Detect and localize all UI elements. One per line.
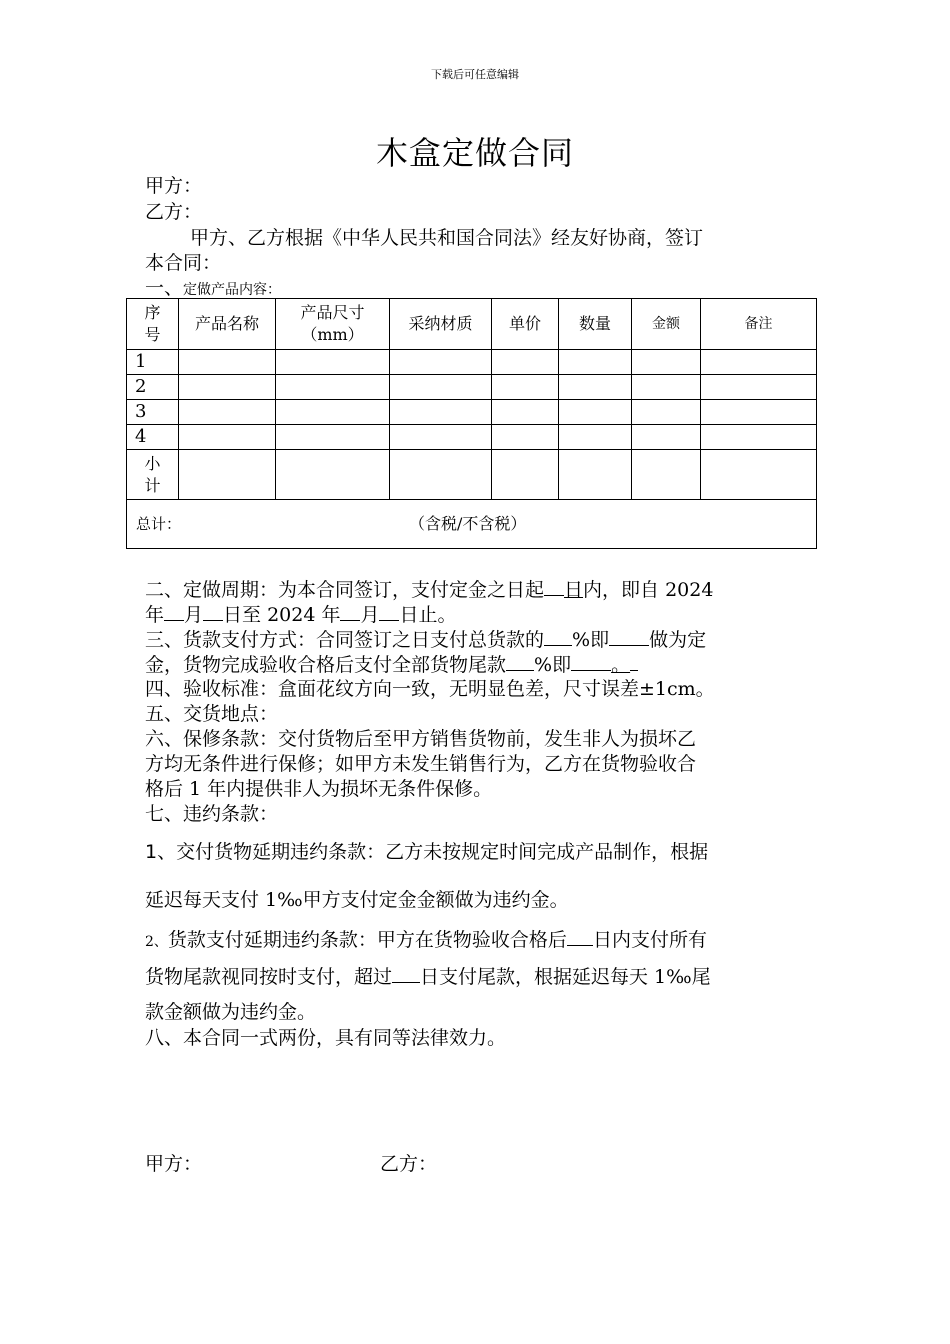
table-cell[interactable] bbox=[390, 450, 492, 500]
tax-note: （含税/不含税） bbox=[409, 514, 527, 533]
row-index: 1 bbox=[127, 350, 179, 375]
clause-7-1-line-2: 延迟每天支付 1‰甲方支付定金金额做为违约金。 bbox=[145, 889, 569, 911]
clause-2-line-1: 二、定做周期：为本合同签订，支付定金之日起 日内，即自 2024 bbox=[145, 579, 714, 601]
blank-day-2[interactable] bbox=[379, 602, 399, 621]
table-cell[interactable] bbox=[179, 350, 276, 375]
row-index: 3 bbox=[127, 400, 179, 425]
clause-3-line-2: 金，货物完成验收合格后支付全部货物尾款 %即 。 bbox=[145, 652, 638, 678]
total-cell bbox=[127, 500, 817, 549]
party-a-label: 甲方： bbox=[145, 175, 203, 197]
blank-payment-days[interactable] bbox=[567, 927, 593, 946]
table-cell[interactable] bbox=[701, 350, 817, 375]
table-cell[interactable] bbox=[276, 450, 390, 500]
header-unit-price: 单价 bbox=[492, 299, 559, 350]
table-cell[interactable] bbox=[276, 400, 390, 425]
table-cell[interactable] bbox=[559, 400, 632, 425]
clause-7-heading: 七、违约条款： bbox=[145, 803, 279, 825]
section-1-text: 定做产品内容： bbox=[183, 282, 282, 298]
product-table bbox=[126, 298, 817, 549]
table-cell[interactable] bbox=[701, 450, 817, 500]
table-cell[interactable] bbox=[390, 375, 492, 400]
clause-6-line-1: 六、保修条款：交付货物后至甲方销售货物前，发生非人为损坏乙 bbox=[145, 728, 697, 750]
header-note: 备注 bbox=[701, 299, 817, 350]
total-row bbox=[127, 500, 817, 549]
table-cell[interactable] bbox=[276, 350, 390, 375]
table-cell[interactable] bbox=[632, 350, 701, 375]
page-header: 下载后可任意编辑 bbox=[431, 68, 519, 81]
table-cell[interactable] bbox=[632, 375, 701, 400]
table-row bbox=[127, 425, 817, 450]
section-1-number: 一、 bbox=[145, 277, 184, 299]
clause-7-2-line-2: 货物尾款视同按时支付，超过 日支付尾款，根据延迟每天 1‰尾 bbox=[145, 966, 711, 988]
clause-2-line-2: 年 月 日至 2024 年 月 日止。 bbox=[145, 604, 457, 626]
intro-line-1: 甲方、乙方根据《中华人民共和国合同法》经友好协商，签订 bbox=[190, 227, 704, 249]
table-cell[interactable] bbox=[492, 350, 559, 375]
table-cell[interactable] bbox=[492, 400, 559, 425]
blank-deposit-amount[interactable] bbox=[609, 627, 649, 646]
row-index: 4 bbox=[127, 425, 179, 450]
table-cell[interactable] bbox=[390, 400, 492, 425]
table-cell[interactable] bbox=[559, 350, 632, 375]
table-cell[interactable] bbox=[179, 450, 276, 500]
blank-month-2[interactable] bbox=[340, 602, 360, 621]
clause-8: 八、本合同一式两份，具有同等法律效力。 bbox=[145, 1027, 507, 1049]
clause-7-2-line-3: 款金额做为违约金。 bbox=[145, 1001, 317, 1023]
table-cell[interactable] bbox=[632, 425, 701, 450]
header-amount: 金额 bbox=[632, 299, 701, 350]
table-cell[interactable] bbox=[701, 400, 817, 425]
table-cell[interactable] bbox=[179, 400, 276, 425]
header-product-name: 产品名称 bbox=[179, 299, 276, 350]
table-row bbox=[127, 375, 817, 400]
blank-day[interactable] bbox=[203, 602, 223, 621]
table-cell[interactable] bbox=[559, 425, 632, 450]
table-cell[interactable] bbox=[179, 375, 276, 400]
party-b-label: 乙方： bbox=[145, 201, 203, 223]
table-cell[interactable] bbox=[390, 350, 492, 375]
clause-7-1-line-1: 1、交付货物延期违约条款：乙方未按规定时间完成产品制作，根据 bbox=[145, 841, 709, 863]
table-cell[interactable] bbox=[492, 375, 559, 400]
table-cell[interactable] bbox=[276, 425, 390, 450]
header-quantity: 数量 bbox=[559, 299, 632, 350]
blank-balance-amount[interactable] bbox=[571, 652, 611, 671]
clause-6-line-3: 格后 1 年内提供非人为损坏无条件保修。 bbox=[145, 778, 493, 800]
clause-2-day: 日 bbox=[564, 579, 584, 601]
clause-6-line-2: 方均无条件进行保修；如甲方未发生销售行为，乙方在货物验收合 bbox=[145, 753, 697, 775]
table-cell[interactable] bbox=[559, 450, 632, 500]
blank-month[interactable] bbox=[164, 602, 184, 621]
blank-deposit-percent[interactable] bbox=[544, 627, 572, 646]
table-row bbox=[127, 400, 817, 425]
subtotal-row bbox=[127, 450, 817, 500]
table-cell[interactable] bbox=[492, 425, 559, 450]
clause-3-line-1: 三、货款支付方式：合同签订之日支付总货款的 %即 做为定 bbox=[145, 629, 707, 651]
signature-party-a: 甲方： bbox=[145, 1153, 203, 1175]
table-cell[interactable] bbox=[179, 425, 276, 450]
table-cell[interactable] bbox=[390, 425, 492, 450]
blank-balance-percent[interactable] bbox=[506, 652, 534, 671]
table-cell[interactable] bbox=[632, 450, 701, 500]
contract-title: 木盒定做合同 bbox=[375, 134, 574, 172]
total-label: 总计： bbox=[136, 515, 182, 533]
clause-7-2-line-1: 2、货款支付延期违约条款：甲方在货物验收合格后 日内支付所有 bbox=[145, 929, 707, 951]
blank-overdue-days[interactable] bbox=[392, 964, 420, 983]
signature-party-b: 乙方： bbox=[380, 1153, 438, 1175]
table-cell[interactable] bbox=[701, 425, 817, 450]
table-cell[interactable] bbox=[701, 375, 817, 400]
intro-line-2: 本合同： bbox=[145, 252, 222, 274]
subtotal-label: 小 计 bbox=[127, 450, 179, 500]
header-product-size: 产品尺寸 （mm） bbox=[276, 299, 390, 350]
row-index: 2 bbox=[127, 375, 179, 400]
table-cell[interactable] bbox=[559, 375, 632, 400]
table-header-row bbox=[127, 299, 817, 350]
table-cell[interactable] bbox=[492, 450, 559, 500]
header-seq: 序 号 bbox=[127, 299, 179, 350]
header-material: 采纳材质 bbox=[390, 299, 492, 350]
clause-4: 四、验收标准：盒面花纹方向一致，无明显色差，尺寸误差±1cm。 bbox=[145, 678, 715, 700]
table-row bbox=[127, 350, 817, 375]
table-cell[interactable] bbox=[276, 375, 390, 400]
clause-5: 五、交货地点： bbox=[145, 703, 279, 725]
table-cell[interactable] bbox=[632, 400, 701, 425]
